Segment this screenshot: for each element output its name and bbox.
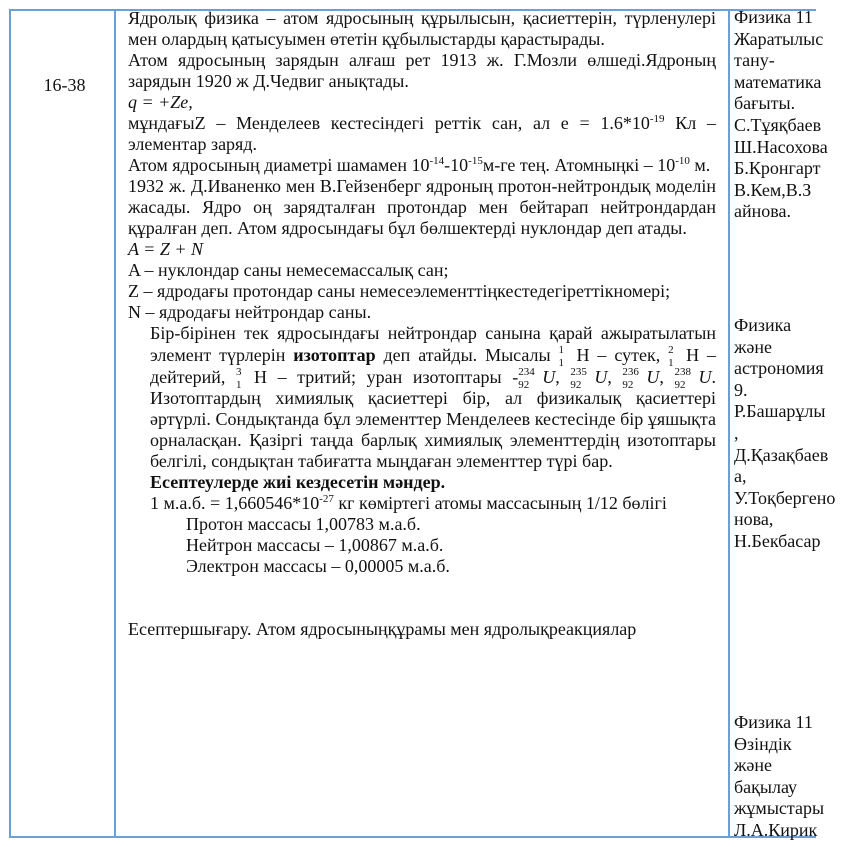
definition-z: Z – ядродағы протондар саны немесеэлементтіңкестедегіреттікномері; bbox=[128, 281, 671, 301]
lesson-number-cell bbox=[9, 9, 116, 838]
charge-formula: q = +Ze, bbox=[128, 92, 193, 112]
model-paragraph: 1932 ж. Д.Иваненко мен В.Гейзенберг ядроның протон-нейтрондық моделін жасады. Ядро оң зарядталған протондар мен бейтарап нейтрондардан құралған деп. Атом ядросындағы бұл бөлшектерді нуклондар деп атады. bbox=[128, 176, 716, 238]
definition-a: A – нуклондар саны немесемассалық сан; bbox=[128, 260, 449, 280]
diameter-text: Атом ядросының диаметрі шамамен $10^{-14}-10^{-15}м-ге$ тең. Атомныңкі – $10^{-10}$ м. bbox=[128, 155, 711, 175]
reference-1: Физика 11 Жаратылыс тану- математика бағыты. С.Тұяқбаев Ш.Насохова Б.Кронгарт В.Кем,В.З айнова. bbox=[734, 7, 828, 222]
lesson-number: 16-38 bbox=[43, 75, 86, 95]
definition-n: N – ядродағы нейтрондар саны. bbox=[128, 302, 372, 322]
reference-3: Физика 11 Өзіндік және бақылау жұмыстары Л.А.Кирик bbox=[734, 712, 825, 840]
intro-paragraph: Ядролық физика – атом ядросының құрылысын, қасиеттерін, түрленулері мен олардың қатысуымен өтетін құбылыстарды қарастырады. bbox=[128, 8, 716, 49]
values-heading: Есептеулерде жиі кездесетін мәндер. bbox=[150, 472, 446, 492]
electron-mass: Электрон массасы – 0,00005 м.а.б. bbox=[186, 556, 450, 576]
charge-explanation: мұндағыZ – Менделеев кестесіндегі реттік сан, ал $е = 1.6*10^{-19}$ Кл – элементар заряд. bbox=[128, 113, 716, 154]
exercise-line: Есептершығару. Атом ядросыныңқұрамы мен ядролықреакциялар bbox=[128, 619, 637, 639]
isotope-paragraph: Бір-бірінен тек ядросындағы нейтрондар санына қарай ажыратылатын элемент түрлерін изотоптар деп атайды. Мысалы 1 1 H – сутек, 2 1 H – дейтерий, 3 1 H – тритий; уран изотоптары - 234 92 U, 235 92 U, 236 92 U, 238 92 U. Изотоптардың химиялық қасиеттері бір, ал физикалық қасиеттері әртүрлі. Сондықтанда бұл элементтер Менделеев кестесінде бір ұяшықта орналасқан. Қазіргі таңда барлық химиялық элементтердің изотоптары белгілі, сондықтан табиғатта мыңдаған элементтер түрі бар. bbox=[150, 323, 717, 471]
lesson-content-cell bbox=[116, 9, 728, 838]
proton-mass: Протон массасы 1,00783 м.а.б. bbox=[186, 514, 421, 534]
nucleon-formula: A = Z + N bbox=[128, 239, 203, 259]
amu-definition: 1 м.а.б. = $1,660546*10^{-27}$ кг көміртегі атомы массасының 1/12 бөлігі bbox=[150, 493, 667, 513]
charge-history: Атом ядросының зарядын алғаш рет 1913 ж. Г.Мозли өлшеді.Ядроның зарядын 1920 ж Д.Чедвиг анықтады. bbox=[128, 50, 716, 91]
neutron-mass: Нейтрон массасы – 1,00867 м.а.б. bbox=[186, 535, 444, 555]
references-cell bbox=[728, 7, 836, 840]
reference-2: Физика және астрономия 9. Р.Башарұлы , Д.Қазақбаев а, У.Тоқбергено нова, Н.Бекбасар bbox=[734, 315, 836, 551]
